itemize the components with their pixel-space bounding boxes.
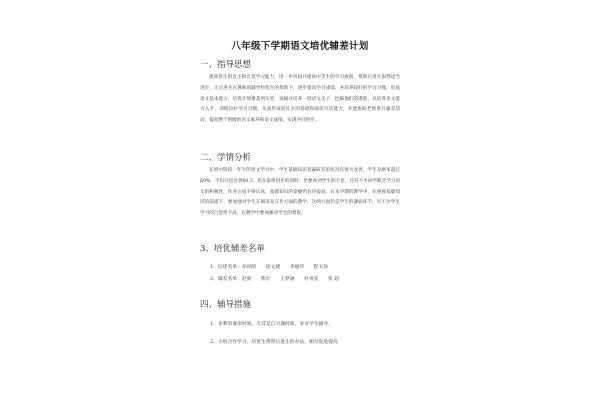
list-label-excellent: 1、培优名单：孙问昭 — [210, 265, 257, 270]
section-heading-student-list: 3、培优辅差名单 — [200, 244, 265, 254]
section-heading-learning-analysis: 二、学情分析 — [200, 153, 252, 163]
section-paragraph-guiding-ideology: 提高优生的自主和自觉学习能力，进一步巩固并提高中等生的学习成绩，帮助后进生取得适当进步，让后进生在教师的辅导和优生的帮助下，逐步提高学习成绩，并培养较好的学习习惯，形成语文基本能力，培优计划要落到实处，发掘并培养一批语文尖子，挖掘他们的潜能，从培养语文能力入手，训练良好学习习惯，从而形成较扎实的基础和阅读写话能力，并能协助老师进行辅差活动，提高整个班级的语文素养和语文成绩，实现共同进步。 — [200, 75, 400, 124]
section-heading-guiding-ideology: 一、指导思想 — [200, 60, 252, 70]
list-item-measure-2: 2、小组合作学习，培优生帮带后进生的办法，相互促进提高 — [210, 340, 338, 345]
list-item-measure-1: 1、多利用课余时间，尤其是自习课时间，多对学生辅导。 — [210, 322, 333, 327]
section-paragraph-learning-analysis: 在初中阶段一年半的语文学习中，学生基础知识普遍较差的状况有很大改善，学生及格率超过60%，平均分也达到60.3，但在取得进步的同时，仍要看到学生的不足，还有不少同学缺乏学习语文的积极性，作业完成不够认真，基础知识的掌握仍有待提高，在本学期的教学中，在重视基础知识的前提下，要加强对学生在阅读及写作方面的教学，这两方面仍是学生的薄弱环节，另不少学生学习的自觉性不高，在教学中要加强对学生的督促。 — [200, 168, 400, 217]
student-name: 程玉珍 — [313, 265, 329, 270]
student-name: 徐文捷 — [265, 265, 281, 270]
list-label-weak: 2、辅差名单：赵豪 — [210, 277, 252, 282]
student-name: 熊宏 — [260, 277, 271, 282]
section-heading-measures: 四、辅导措施 — [200, 300, 252, 310]
student-name: 杜青弦 — [304, 277, 319, 282]
student-name: 张 超 — [327, 277, 340, 282]
student-name: 王梦涵 — [280, 277, 295, 282]
list-item-weak-students — [210, 275, 339, 282]
document-title: 八年级下学期语文培优辅差计划 — [231, 41, 369, 52]
list-item-excellent-students — [210, 263, 328, 270]
student-name: 李丽华 — [289, 265, 305, 270]
